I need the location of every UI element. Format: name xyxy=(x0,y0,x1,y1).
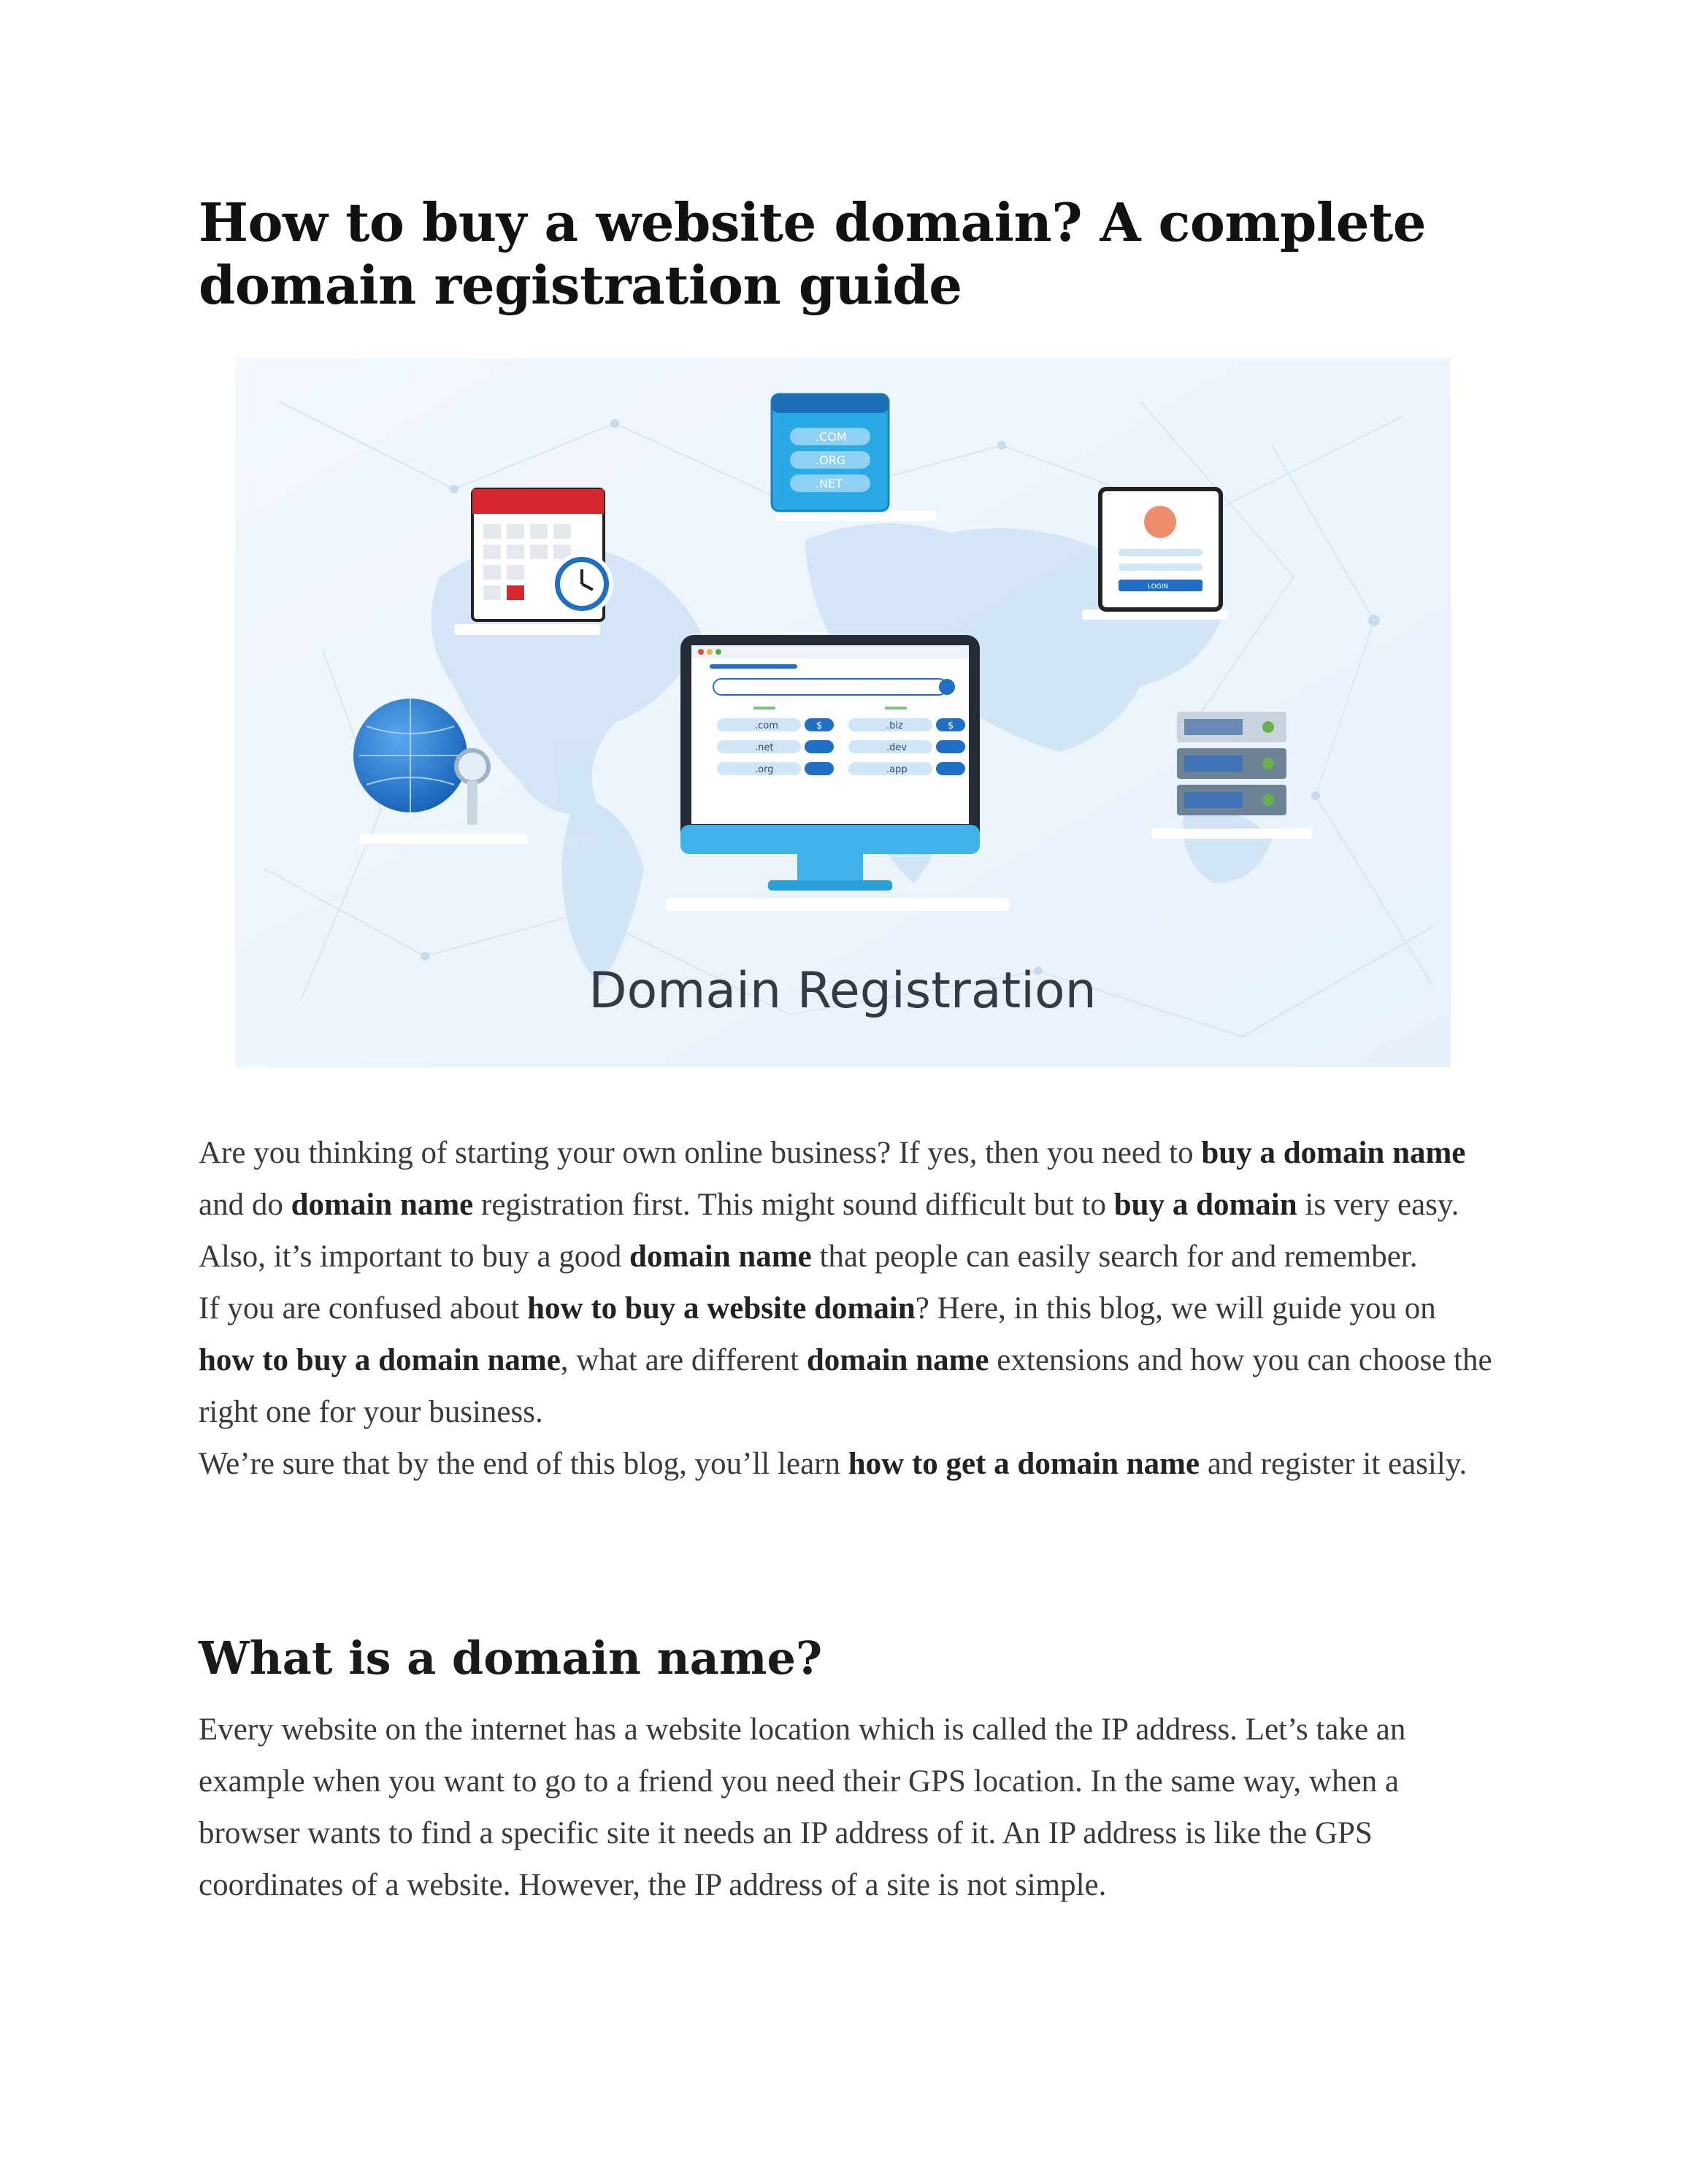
tld-row-dev: .dev xyxy=(886,742,908,753)
intro-paragraph-3 xyxy=(199,1438,1498,1490)
bold-phrase: buy a domain xyxy=(1113,1188,1297,1222)
text-run: and do xyxy=(199,1188,291,1222)
bold-phrase: domain name xyxy=(629,1239,812,1274)
text-run: that people can easily search for and remember. xyxy=(811,1239,1418,1274)
price-symbol: $ xyxy=(816,720,823,731)
bold-phrase: how to get a domain name xyxy=(848,1447,1200,1481)
tld-row-app: .app xyxy=(886,764,908,775)
text-run: is very easy. Also, it’s important to buy a good xyxy=(199,1188,1459,1274)
intro-section xyxy=(199,1127,1498,1490)
page-title: How to buy a website domain? A complete domain registration guide xyxy=(199,191,1427,316)
price-symbol: $ xyxy=(948,720,954,731)
tld-org: .ORG xyxy=(816,453,846,467)
section-body xyxy=(199,1704,1498,1911)
tld-row-com: .com xyxy=(755,720,778,731)
tld-row-org: .org xyxy=(755,764,774,775)
bold-phrase: domain name xyxy=(291,1188,474,1222)
login-tablet-icon xyxy=(1082,489,1228,620)
bold-phrase: domain name xyxy=(806,1343,989,1377)
hero-caption: Domain Registration xyxy=(588,962,1097,1020)
calendar-icon xyxy=(454,489,611,635)
intro-paragraph-2 xyxy=(199,1283,1498,1438)
text-run: Are you thinking of starting your own online business? If yes, then you need to xyxy=(199,1136,1202,1170)
bold-phrase: how to buy a website domain xyxy=(527,1291,916,1326)
login-label: LOGIN xyxy=(1148,583,1169,591)
section-heading: What is a domain name? xyxy=(199,1631,823,1685)
text-run: ? Here, in this blog, we will guide you on xyxy=(915,1291,1436,1326)
hero-image xyxy=(235,358,1451,1067)
tld-row-biz: .biz xyxy=(886,720,903,731)
tld-com: .COM xyxy=(816,430,847,444)
intro-paragraph-1 xyxy=(199,1127,1498,1283)
bold-phrase: buy a domain name xyxy=(1201,1136,1466,1170)
tld-net: .NET xyxy=(816,477,843,491)
text-run: and register it easily. xyxy=(1200,1447,1468,1481)
text-run: extensions and how you can choose the right one for your business. xyxy=(199,1343,1492,1429)
text-run: We’re sure that by the end of this blog, you’ll learn xyxy=(199,1447,848,1481)
section-paragraph: Every website on the internet has a website location which is called the IP address. Let’s take an example when you want to go to a friend you need their GPS location. In the same way, when a browser wants to find a specific site it needs an IP address of it. An IP address is like the GPS coordinates of a website. However, the IP address of a site is not simple. xyxy=(199,1712,1406,1902)
bold-phrase: how to buy a domain name xyxy=(199,1343,561,1377)
text-run: registration first. This might sound difficult but to xyxy=(473,1188,1114,1222)
tld-row-net: .net xyxy=(755,742,774,753)
text-run: If you are confused about xyxy=(199,1291,528,1326)
text-run: , what are different xyxy=(560,1343,807,1377)
